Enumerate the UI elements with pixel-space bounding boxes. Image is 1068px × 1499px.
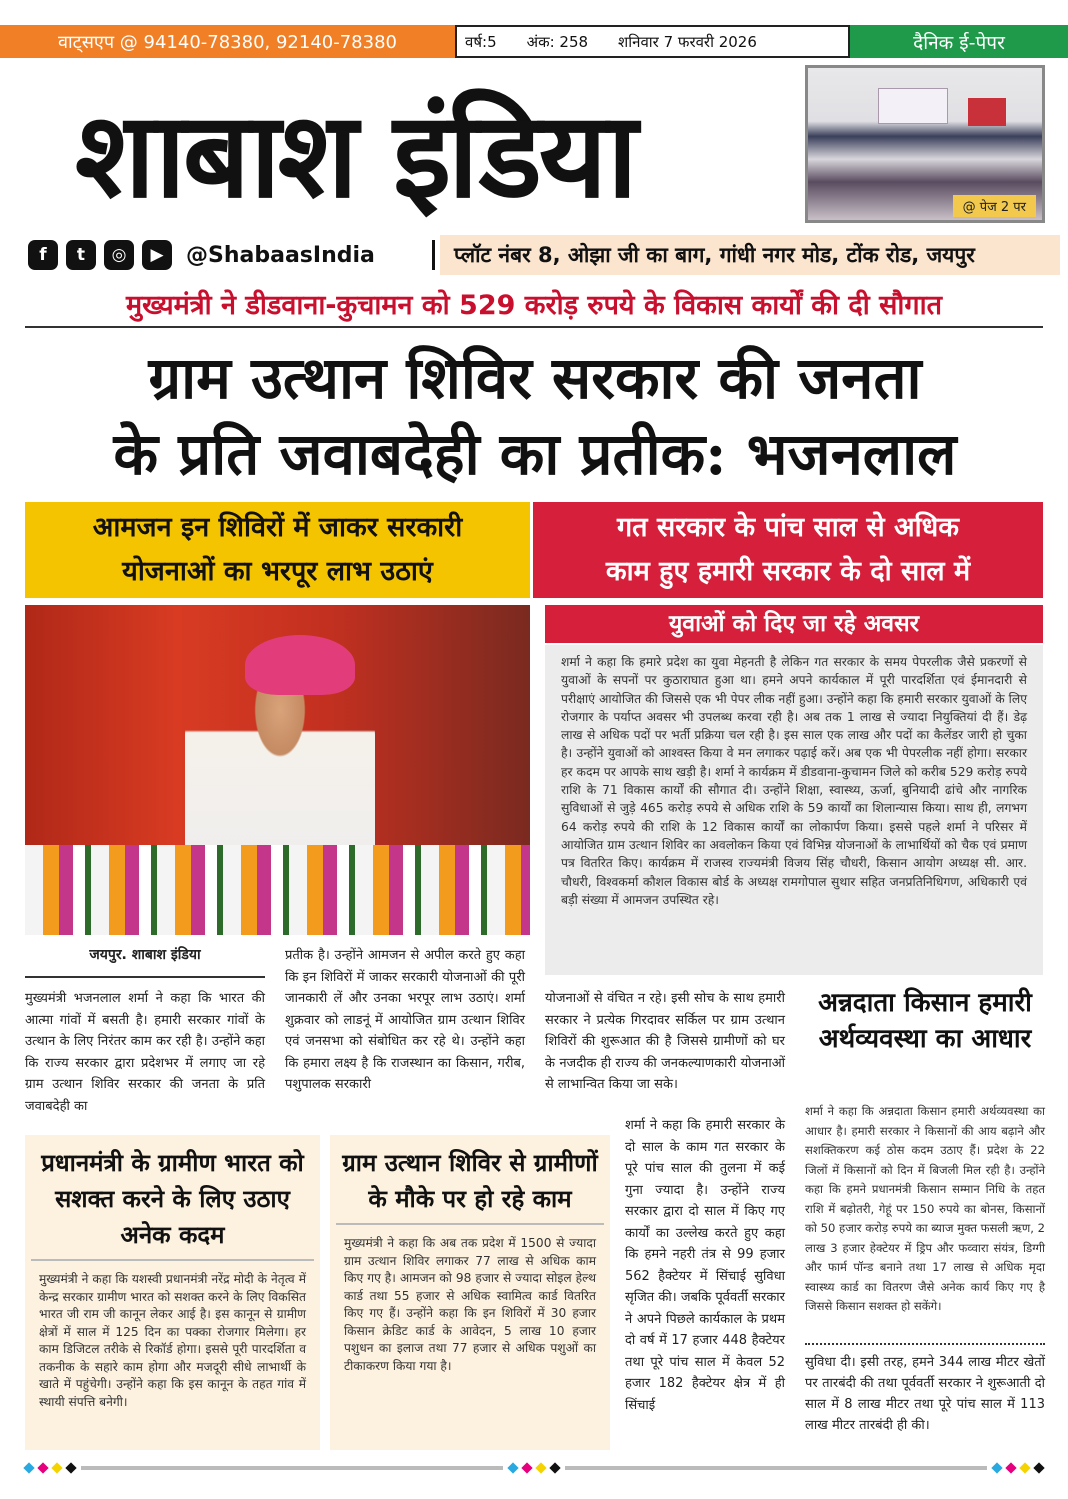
edition-text: दैनिक ई-पेपर: [913, 31, 1005, 54]
deck-right-line-1: गत सरकार के पांच साल से अधिक: [616, 512, 960, 543]
diamond-icon: [549, 1462, 560, 1473]
footer-rule: [565, 1466, 987, 1470]
pm-rural-box: [25, 1135, 320, 1450]
farmer-section-title: अन्नदाता किसान हमारी अर्थव्यवस्था का आधार: [818, 988, 1032, 1054]
deck-right: [533, 502, 1043, 598]
headline-line-2: के प्रति जवाबदेही का प्रतीक: भजनलाल: [113, 420, 957, 488]
pm-rural-title: प्रधानमंत्री के ग्रामीण भारत को सशक्त करने के लिए उठाए अनेक कदम: [31, 1135, 314, 1261]
divider: [432, 240, 435, 270]
wall-decoration: [968, 98, 1006, 126]
camp-title: ग्राम उत्थान शिविर से ग्रामीणों के मौके पर हो रहे काम: [336, 1135, 604, 1225]
date: शनिवार 7 फरवरी 2026: [618, 32, 757, 51]
social-row: [28, 236, 375, 274]
article-column-1: मुख्यमंत्री भजनलाल शर्मा ने कहा कि भारत की आत्मा गांवों में बसती है। हमारी सरकार गांवों के उत्थान के लिए निरंतर काम कर रही है। उन्होंने कहा कि राज्य सरकार द्वारा प्रदेशभर में लगाए जा रहे ग्राम उत्थान शिविर सरकार की जनता के प्रति जवाबदेही का: [25, 991, 265, 1114]
footer-decoration: [25, 1462, 1043, 1474]
youtube-icon[interactable]: ▶: [142, 240, 172, 270]
article-column-2: प्रतीक है। उन्होंने आमजन से अपील करते हुए कहा कि इन शिविरों में जाकर सरकारी योजनाओं की पूरी जानकारी लें और उनका भरपूर लाभ उठाएं। शर्मा शुक्रवार को लाडनूं में आयोजित ग्राम उत्थान शिविर एवं जनसभा को संबोधित कर रहे थे। उन्होंने कहा कि हमारा लक्ष्य है कि राजस्थान का किसान, गरीब, पशुपालक सरकारी: [285, 948, 525, 1092]
masthead-logo: शाबाश इंडिया: [75, 85, 635, 224]
page-2-tag[interactable]: @ पेज 2 पर: [953, 195, 1036, 217]
youth-section-body: शर्मा ने कहा कि हमारे प्रदेश का युवा मेहनती है लेकिन गत सरकार के समय पेपरलीक जैसे प्रकरणों से युवाओं के सपनों पर कुठाराघात हुआ था। हमने अपने कार्यकाल में पूरी पारदर्शिता एवं ईमानदारी से परीक्षाएं आयोजित की जिससे एक भी पेपर लीक नहीं हुआ। उन्होंने कहा कि हमारी सरकार युवाओं के लिए रोजगार के पर्याप्त अवसर भी उपलब्ध करवा रही है। अब तक 1 लाख से ज्यादा नियुक्तियां दी हैं। डेढ़ लाख से अधिक पदों पर भर्ती प्रक्रिया चल रही है। इस साल एक लाख और पदों का कैलेंडर जारी हो चुका है। उन्होंने युवाओं को आश्वस्त किया वे मन लगाकर पढ़ाई करें। अब एक भी पेपरलीक नहीं होगा। सरकार हर कदम पर आपके साथ खड़ी है। शर्मा ने कार्यक्रम में डीडवाना-कुचामन जिले को करीब 529 करोड़ रुपये राशि के 71 विकास कार्यों की सौगात दी। उन्होंने शिक्षा, स्वास्थ्य, ऊर्जा, बुनियादी ढांचे और नागरिक सुविधाओं से जुड़े 465 करोड़ रुपये से अधिक राशि के 59 कार्यों का शिलान्यास किया। साथ ही, लगभग 64 करोड़ रुपये की राशि के 12 विकास कार्यों का लोकार्पण किया। इससे पहले शर्मा ने परिसर में आयोजित ग्राम उत्थान शिविर का अवलोकन किया एवं विभिन्न योजनाओं के लाभार्थियों को चैक एवं प्रमाण पत्र वितरित किए। कार्यक्रम में राजस्व राज्यमंत्री विजय सिंह चौधरी, किसान आयोग अध्यक्ष सी. आर. चौधरी, विश्वकर्मा कौशल विकास बोर्ड के अध्यक्ष रामगोपाल सुथार सहित जनप्रतिनिधिगण, अधिकारी एवं बड़ी संख्या में आमजन उपस्थित रहे।: [545, 645, 1043, 975]
issue-number: अंक: 258: [526, 32, 589, 51]
headline-line-1: ग्राम उत्थान शिविर सरकार की जनता: [148, 344, 922, 412]
instagram-icon[interactable]: ◎: [104, 240, 134, 270]
kicker-headline: मुख्यमंत्री ने डीडवाना-कुचामन को 529 करोड़ रुपये के विकास कार्यों की दी सौगात: [25, 285, 1043, 328]
diamond-icon: [535, 1462, 546, 1473]
footer-rule: [81, 1466, 503, 1470]
main-headline: [15, 340, 1055, 492]
turban: [245, 635, 355, 695]
diamond-icon: [51, 1462, 62, 1473]
issue-info: [455, 25, 850, 58]
diamond-icon: [1033, 1462, 1044, 1473]
deck-left-line-1: आमजन इन शिविरों में जाकर सरकारी: [92, 512, 463, 543]
deck-left-line-2: योजनाओं का भरपूर लाभ उठाएं: [122, 556, 433, 587]
article-column-3-continued: शर्मा ने कहा कि हमारी सरकार के दो साल के काम गत सरकार के पूरे पांच साल की तुलना में कई गुना ज्यादा है। उन्होंने राज्य सरकार द्वारा दो साल में किए गए कार्यों का उल्लेख करते हुए कहा कि हमने नहरी तंत्र से 99 हजार 562 हैक्टेयर में सिंचाई सुविधा सृजित की। जबकि पूर्ववर्ती सरकार ने अपने पिछले कार्यकाल के प्रथम दो वर्ष में 17 हजार 448 हैक्टेयर तथा पूरे पांच साल में केवल 52 हजार 182 हैक्टेयर क्षेत्र में ही सिंचाई: [625, 1118, 785, 1413]
welcome-banner: [878, 88, 948, 124]
pm-rural-body: मुख्यमंत्री ने कहा कि यशस्वी प्रधानमंत्री नरेंद्र मोदी के नेतृत्व में केन्द्र सरकार ग्रामीण भारत को सशक्त करने के लिए विकसित भारत जी राम जी कानून लेकर आई है। इस कानून से ग्रामीण क्षेत्रों में साल में 125 दिन का पक्का रोजगार मिलेगा। हर काम डिजिटल तरीके से रिकॉर्ड होगा। इससे पूरी पारदर्शिता व तकनीक के सहारे काम होगा और मजदूरी सीधे लाभार्थी के खाते में पहुंचेगी। उन्होंने कहा कि इस कानून के तहत गांव में स्थायी संपत्ति बनेगी।: [39, 1272, 306, 1409]
year: वर्ष:5: [465, 32, 497, 51]
dotted-divider: [805, 1343, 1045, 1345]
farmer-section-body: शर्मा ने कहा कि अन्नदाता किसान हमारी अर्थव्यवस्था का आधार है। हमारी सरकार ने किसानों की आय बढ़ाने और सशक्तिकरण कई ठोस कदम उठाए हैं। प्रदेश के 22 जिलों में किसानों को दिन में बिजली मिल रही है। उन्होंने कहा कि हमने प्रधानमंत्री किसान सम्मान निधि के तहत राशि में बढ़ोतरी, गेहूं पर 150 रुपये का बोनस, किसानों को 50 हजार करोड़ रुपये का ब्याज मुक्त फसली ऋण, 2 लाख 3 हजार हेक्टेयर में ड्रिप और फव्वारा संयंत्र, डिग्गी और फार्म पॉन्ड बनाने तथा 17 लाख से अधिक मृदा स्वास्थ्य कार्ड का वितरण जैसे अनेक कार्य किए गए है जिससे किसान सशक्त हो सकेंगे।: [805, 1104, 1045, 1313]
article-continuation: सुविधा दी। इसी तरह, हमने 344 लाख मीटर खेतों पर तारबंदी की तथा पूर्ववर्ती सरकार ने शुरूआती दो साल में 8 लाख मीटर तथा पूरे पांच साल में 113 लाख मीटर तारबंदी ही की।: [805, 1355, 1045, 1433]
diamond-icon: [37, 1462, 48, 1473]
address: प्लॉट नंबर 8, ओझा जी का बाग, गांधी नगर मोड, टोंक रोड, जयपुर: [440, 235, 1060, 275]
whatsapp-bar: [0, 25, 455, 58]
chief-minister-photo: [25, 605, 530, 935]
whatsapp-numbers: वाट्सएप @ 94140-78380, 92140-78380: [57, 31, 397, 53]
deck-right-line-2: काम हुए हमारी सरकार के दो साल में: [605, 556, 971, 587]
edition-label: [850, 25, 1068, 58]
dateline: जयपुर. शाबाश इंडिया: [25, 945, 265, 978]
diamond-icon: [23, 1462, 34, 1473]
deck-left: [25, 502, 530, 598]
camp-body: मुख्यमंत्री ने कहा कि अब तक प्रदेश में 1500 से ज्यादा ग्राम उत्थान शिविर लगाकर 77 लाख से अधिक काम किए गए है। आमजन को 98 हजार से ज्यादा सोइल हेल्थ कार्ड तथा 55 हजार से अधिक स्वामित्व कार्ड वितरित किए गए हैं। उन्होंने कहा कि इन शिविरों में 30 हजार किसान क्रेडिट कार्ड के आवेदन, 5 लाख 10 हजार पशुधन का इलाज तथा 77 हजार से अधिक पशुओं का टीकाकरण किया गया है।: [344, 1236, 596, 1373]
article-column-3: योजनाओं से वंचित न रहे। इसी सोच के साथ हमारी सरकार ने प्रत्येक गिरदावर सर्किल पर ग्राम उत्थान शिविरों की शुरूआत की है जिससे ग्रामीणों को घर के नजदीक ही राज्य की जनकल्याणकारी योजनाओं से लाभान्वित किया जा सके।: [545, 991, 785, 1092]
teaser-photo[interactable]: [805, 65, 1045, 223]
diamond-icon: [65, 1462, 76, 1473]
social-handle[interactable]: @ShabaasIndia: [186, 242, 375, 268]
youth-section-title: युवाओं को दिए जा रहे अवसर: [545, 605, 1043, 643]
facebook-icon[interactable]: f: [28, 240, 58, 270]
diamond-icon: [991, 1462, 1002, 1473]
diamond-icon: [521, 1462, 532, 1473]
camp-box: [330, 1135, 610, 1450]
diamond-icon: [507, 1462, 518, 1473]
flower-decoration: [25, 845, 530, 935]
twitter-icon[interactable]: t: [66, 240, 96, 270]
diamond-icon: [1005, 1462, 1016, 1473]
diamond-icon: [1019, 1462, 1030, 1473]
